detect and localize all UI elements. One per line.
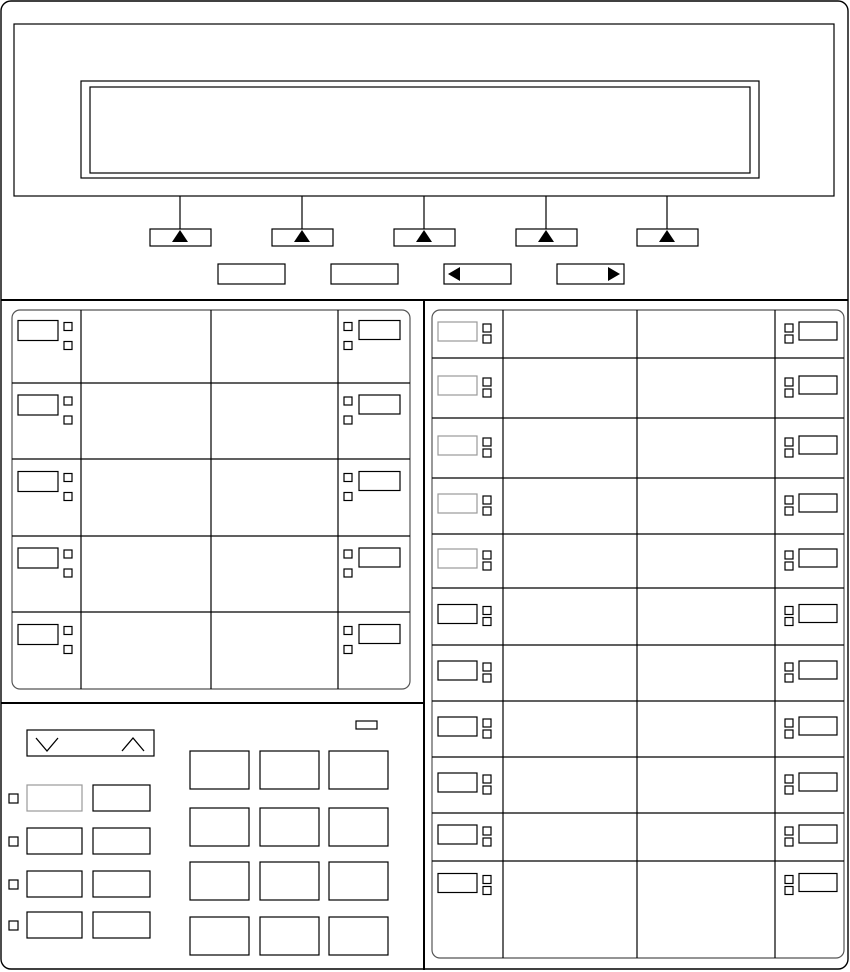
left-feature-key[interactable]	[18, 472, 58, 492]
left-feature-key[interactable]	[18, 395, 58, 415]
led-indicator	[483, 449, 491, 457]
led-indicator	[9, 837, 18, 846]
dial-pad-key-4[interactable]	[190, 808, 249, 846]
dial-pad-key-1[interactable]	[190, 751, 249, 789]
function-key-row-4[interactable]	[9, 912, 150, 938]
led-indicator	[785, 562, 793, 570]
led-indicator	[483, 876, 491, 884]
triangle-left-icon	[448, 267, 460, 281]
nav-key-button[interactable]	[331, 264, 398, 284]
led-indicator	[9, 794, 18, 803]
right-side-feature-key[interactable]	[359, 395, 400, 414]
function-key-left[interactable]	[27, 871, 82, 897]
function-key-right[interactable]	[93, 912, 150, 938]
led-indicator	[785, 607, 793, 615]
led-indicator	[785, 335, 793, 343]
softkey-4[interactable]	[516, 229, 577, 246]
nav-key-1[interactable]	[218, 264, 285, 284]
right-side-feature-key[interactable]	[359, 472, 400, 491]
led-indicator	[785, 730, 793, 738]
softkey-row	[150, 196, 698, 246]
right-side-feature-key[interactable]	[799, 494, 837, 512]
led-indicator	[64, 569, 72, 577]
right-side-feature-key[interactable]	[799, 605, 837, 623]
left-key-row-4[interactable]	[18, 548, 400, 577]
led-indicator	[785, 674, 793, 682]
led-indicator	[483, 674, 491, 682]
right-side-feature-key[interactable]	[799, 549, 837, 567]
chevron-down-icon	[36, 738, 58, 751]
left-key-row-5[interactable]	[18, 625, 400, 654]
led-indicator	[483, 838, 491, 846]
navigation-key-row	[218, 264, 624, 284]
right-feature-key[interactable]	[438, 773, 477, 792]
triangle-up-icon	[538, 230, 554, 242]
indicator-lamp-icon	[356, 721, 377, 729]
led-indicator	[483, 438, 491, 446]
dial-pad-key-10[interactable]	[190, 917, 249, 955]
led-indicator	[344, 342, 352, 350]
led-indicator	[344, 569, 352, 577]
triangle-right-icon	[608, 267, 620, 281]
right-feature-key[interactable]	[438, 825, 477, 844]
led-indicator	[64, 646, 72, 654]
nav-key-2[interactable]	[331, 264, 398, 284]
right-feature-key[interactable]	[438, 322, 477, 341]
led-indicator	[344, 550, 352, 558]
faceplate-frame	[1, 1, 848, 970]
control-panel	[9, 721, 388, 955]
right-feature-key-panel	[432, 310, 844, 958]
right-side-feature-key[interactable]	[799, 874, 837, 892]
led-indicator	[483, 775, 491, 783]
led-indicator	[483, 887, 491, 895]
led-indicator	[785, 389, 793, 397]
right-side-feature-key[interactable]	[359, 548, 400, 567]
led-indicator	[344, 323, 352, 331]
dial-pad-key-12[interactable]	[329, 917, 388, 955]
right-side-feature-key[interactable]	[799, 825, 837, 843]
triangle-up-icon	[172, 230, 188, 242]
dial-pad-key-2[interactable]	[260, 751, 319, 789]
right-side-feature-key[interactable]	[799, 773, 837, 791]
dial-pad-key-9[interactable]	[329, 862, 388, 900]
function-key-right[interactable]	[93, 871, 150, 897]
left-feature-key-panel	[12, 310, 410, 689]
led-indicator	[483, 663, 491, 671]
led-indicator	[785, 786, 793, 794]
led-indicator	[483, 618, 491, 626]
led-indicator	[483, 551, 491, 559]
led-indicator	[785, 507, 793, 515]
led-indicator	[64, 493, 72, 501]
left-feature-key[interactable]	[18, 321, 58, 341]
led-indicator	[483, 562, 491, 570]
left-key-row-2[interactable]	[18, 395, 400, 424]
function-key-row-1[interactable]	[9, 785, 150, 811]
nav-key-4[interactable]	[557, 264, 624, 284]
led-indicator	[64, 323, 72, 331]
left-key-row-1[interactable]	[18, 321, 400, 350]
led-indicator	[483, 389, 491, 397]
led-indicator	[344, 397, 352, 405]
right-side-feature-key[interactable]	[799, 376, 837, 394]
softkey-3[interactable]	[394, 229, 455, 246]
led-indicator	[785, 838, 793, 846]
left-feature-key[interactable]	[18, 548, 58, 568]
led-indicator	[483, 507, 491, 515]
right-side-feature-key[interactable]	[359, 321, 400, 340]
right-feature-key[interactable]	[438, 605, 477, 624]
right-side-feature-key[interactable]	[799, 436, 837, 454]
chevron-up-icon	[122, 738, 144, 751]
led-indicator	[64, 397, 72, 405]
softkey-2[interactable]	[272, 229, 333, 246]
led-indicator	[64, 550, 72, 558]
led-indicator	[785, 618, 793, 626]
led-indicator	[9, 921, 18, 930]
display-bezel	[14, 24, 834, 196]
function-key-row-3[interactable]	[9, 871, 150, 897]
led-indicator	[785, 663, 793, 671]
dial-pad-key-7[interactable]	[190, 862, 249, 900]
led-indicator	[483, 496, 491, 504]
led-indicator	[344, 627, 352, 635]
volume-rocker-button[interactable]	[27, 730, 154, 756]
led-indicator	[9, 880, 18, 889]
right-feature-key[interactable]	[438, 717, 477, 736]
led-indicator	[483, 719, 491, 727]
volume-rocker[interactable]	[27, 730, 154, 756]
dial-pad-key-8[interactable]	[260, 862, 319, 900]
right-feature-key[interactable]	[438, 661, 477, 680]
led-indicator	[785, 551, 793, 559]
right-feature-key[interactable]	[438, 549, 477, 568]
led-indicator	[64, 416, 72, 424]
display-panel	[14, 24, 834, 196]
softkey-5[interactable]	[637, 229, 698, 246]
led-indicator	[64, 342, 72, 350]
led-indicator	[483, 786, 491, 794]
led-indicator	[785, 827, 793, 835]
led-indicator	[483, 607, 491, 615]
dial-pad-key-5[interactable]	[260, 808, 319, 846]
softkey-1[interactable]	[150, 229, 211, 246]
dial-pad-key-6[interactable]	[329, 808, 388, 846]
led-indicator	[64, 474, 72, 482]
led-indicator	[344, 474, 352, 482]
led-indicator	[785, 324, 793, 332]
led-indicator	[483, 730, 491, 738]
function-key-left[interactable]	[27, 912, 82, 938]
led-indicator	[785, 719, 793, 727]
triangle-up-icon	[416, 230, 432, 242]
right-feature-key[interactable]	[438, 436, 477, 455]
right-feature-key[interactable]	[438, 376, 477, 395]
function-key-right[interactable]	[93, 828, 150, 854]
function-key-row-2[interactable]	[9, 828, 150, 854]
nav-key-button[interactable]	[218, 264, 285, 284]
dial-pad-key-11[interactable]	[260, 917, 319, 955]
nav-key-3[interactable]	[444, 264, 511, 284]
right-feature-key[interactable]	[438, 494, 477, 513]
led-indicator	[64, 627, 72, 635]
right-side-feature-key[interactable]	[799, 322, 837, 340]
led-indicator	[785, 449, 793, 457]
led-indicator	[344, 416, 352, 424]
led-indicator	[785, 876, 793, 884]
left-feature-key[interactable]	[18, 625, 58, 645]
right-side-feature-key[interactable]	[799, 717, 837, 735]
right-side-feature-key[interactable]	[799, 661, 837, 679]
left-key-row-3[interactable]	[18, 472, 400, 501]
led-indicator	[785, 378, 793, 386]
function-key-left[interactable]	[27, 785, 82, 811]
triangle-up-icon	[294, 230, 310, 242]
triangle-up-icon	[659, 230, 675, 242]
led-indicator	[785, 438, 793, 446]
led-indicator	[344, 646, 352, 654]
led-indicator	[785, 496, 793, 504]
led-indicator	[483, 378, 491, 386]
led-indicator	[483, 324, 491, 332]
lcd-screen	[90, 87, 750, 173]
lcd-outer	[81, 81, 759, 178]
led-indicator	[785, 887, 793, 895]
led-indicator	[483, 335, 491, 343]
function-key-right[interactable]	[93, 785, 150, 811]
led-indicator	[344, 493, 352, 501]
function-key-left[interactable]	[27, 828, 82, 854]
led-indicator	[483, 827, 491, 835]
right-side-feature-key[interactable]	[359, 625, 400, 644]
dial-pad-key-3[interactable]	[329, 751, 388, 789]
right-feature-key[interactable]	[438, 874, 477, 893]
led-indicator	[785, 775, 793, 783]
